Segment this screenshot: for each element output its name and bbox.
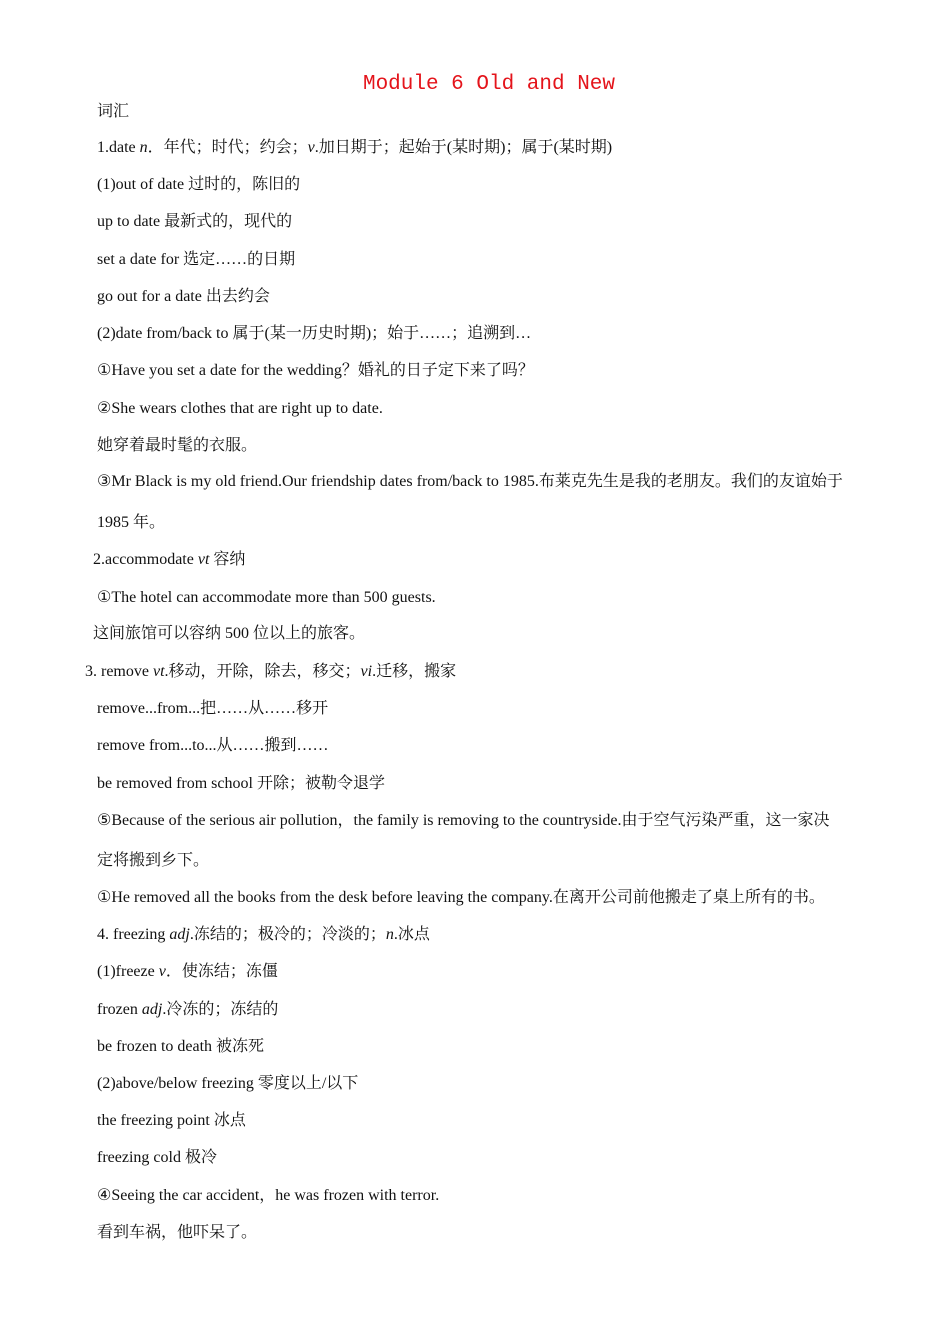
page-title: Module 6 Old and New (362, 73, 616, 96)
section-heading: 词汇 (97, 103, 130, 120)
example-translation: 这间旅馆可以容纳 500 位以上的旅客。 (93, 625, 366, 642)
example-translation: 她穿着最时髦的衣服。 (97, 437, 258, 454)
phrase-line: set a date for 选定……的日期 (97, 251, 296, 268)
phrase-line: remove from...to...从……搬到…… (97, 737, 329, 754)
text: .冻结的；极冷的；冷淡的； (189, 926, 386, 943)
pos-label: vi (360, 663, 373, 680)
phrase-line: remove...from...把……从……移开 (97, 700, 329, 717)
example-sentence: ④Seeing the car accident，he was frozen with terror. (97, 1187, 440, 1204)
text: ．年代；时代；约会； (147, 139, 308, 156)
phrase-line: (1)out of date 过时的，陈旧的 (97, 176, 301, 193)
vocab-entry-date (97, 138, 612, 158)
example-sentence: ③Mr Black is my old friend.Our friendship dates from/back to 1985.布莱克先生是我的老朋友。我们的友谊始于 (97, 473, 843, 490)
phrase-line: go out for a date 出去约会 (97, 288, 270, 305)
vocab-entry-accommodate (93, 550, 245, 570)
text: .迁移，搬家 (372, 663, 457, 680)
phrase-line (97, 962, 278, 982)
pos-label: vt (152, 663, 165, 680)
pos-label: v (158, 963, 166, 980)
example-sentence: ⑤Because of the serious air pollution，the family is removing to the countryside.由于空气污染严重，这一家决 (97, 812, 830, 829)
text: 4. freezing (97, 926, 170, 943)
pos-label: v (307, 139, 315, 156)
example-sentence-cont: 定将搬到乡下。 (97, 852, 210, 869)
phrase-line: (2)date from/back to 属于(某一历史时期)；始于……；追溯到… (97, 325, 532, 342)
example-sentence: ①The hotel can accommodate more than 500 guests. (97, 589, 436, 606)
text: 1.date (97, 139, 140, 156)
phrase-line: freezing cold 极冷 (97, 1149, 217, 1166)
phrase-line: be frozen to death 被冻死 (97, 1038, 265, 1055)
example-sentence: ②She wears clothes that are right up to date. (97, 400, 383, 417)
text: .冷冻的；冻结的 (162, 1001, 279, 1018)
vocab-entry-remove (85, 662, 456, 682)
pos-label: adj (141, 1001, 163, 1018)
text: 2.accommodate (93, 551, 198, 568)
text: 容纳 (209, 551, 246, 568)
pos-label: n (139, 139, 148, 156)
text: .移动，开除，除去，移交； (164, 663, 361, 680)
text: .加日期于；起始于(某时期)；属于(某时期) (314, 139, 613, 156)
phrase-line: (2)above/below freezing 零度以上/以下 (97, 1075, 359, 1092)
example-sentence-cont: 1985 年。 (97, 514, 166, 531)
pos-label: n (385, 926, 394, 943)
text: 3. remove (85, 663, 153, 680)
text: (1)freeze (97, 963, 159, 980)
example-sentence: ①Have you set a date for the wedding？婚礼的日子定下来了吗？ (97, 362, 534, 379)
phrase-line: up to date 最新式的，现代的 (97, 213, 293, 230)
text: frozen (97, 1001, 142, 1018)
example-translation: 看到车祸，他吓呆了。 (97, 1224, 258, 1241)
phrase-line: be removed from school 开除；被勒令退学 (97, 775, 385, 792)
phrase-line: the freezing point 冰点 (97, 1112, 246, 1129)
vocab-entry-freezing (97, 925, 430, 945)
text: ．使冻结；冻僵 (165, 963, 278, 980)
pos-label: adj (169, 926, 190, 943)
phrase-line (97, 1000, 278, 1020)
text: .冰点 (393, 926, 430, 943)
pos-label: vt (197, 551, 210, 568)
example-sentence: ①He removed all the books from the desk before leaving the company.在离开公司前他搬走了桌上所有的书。 (97, 889, 825, 906)
